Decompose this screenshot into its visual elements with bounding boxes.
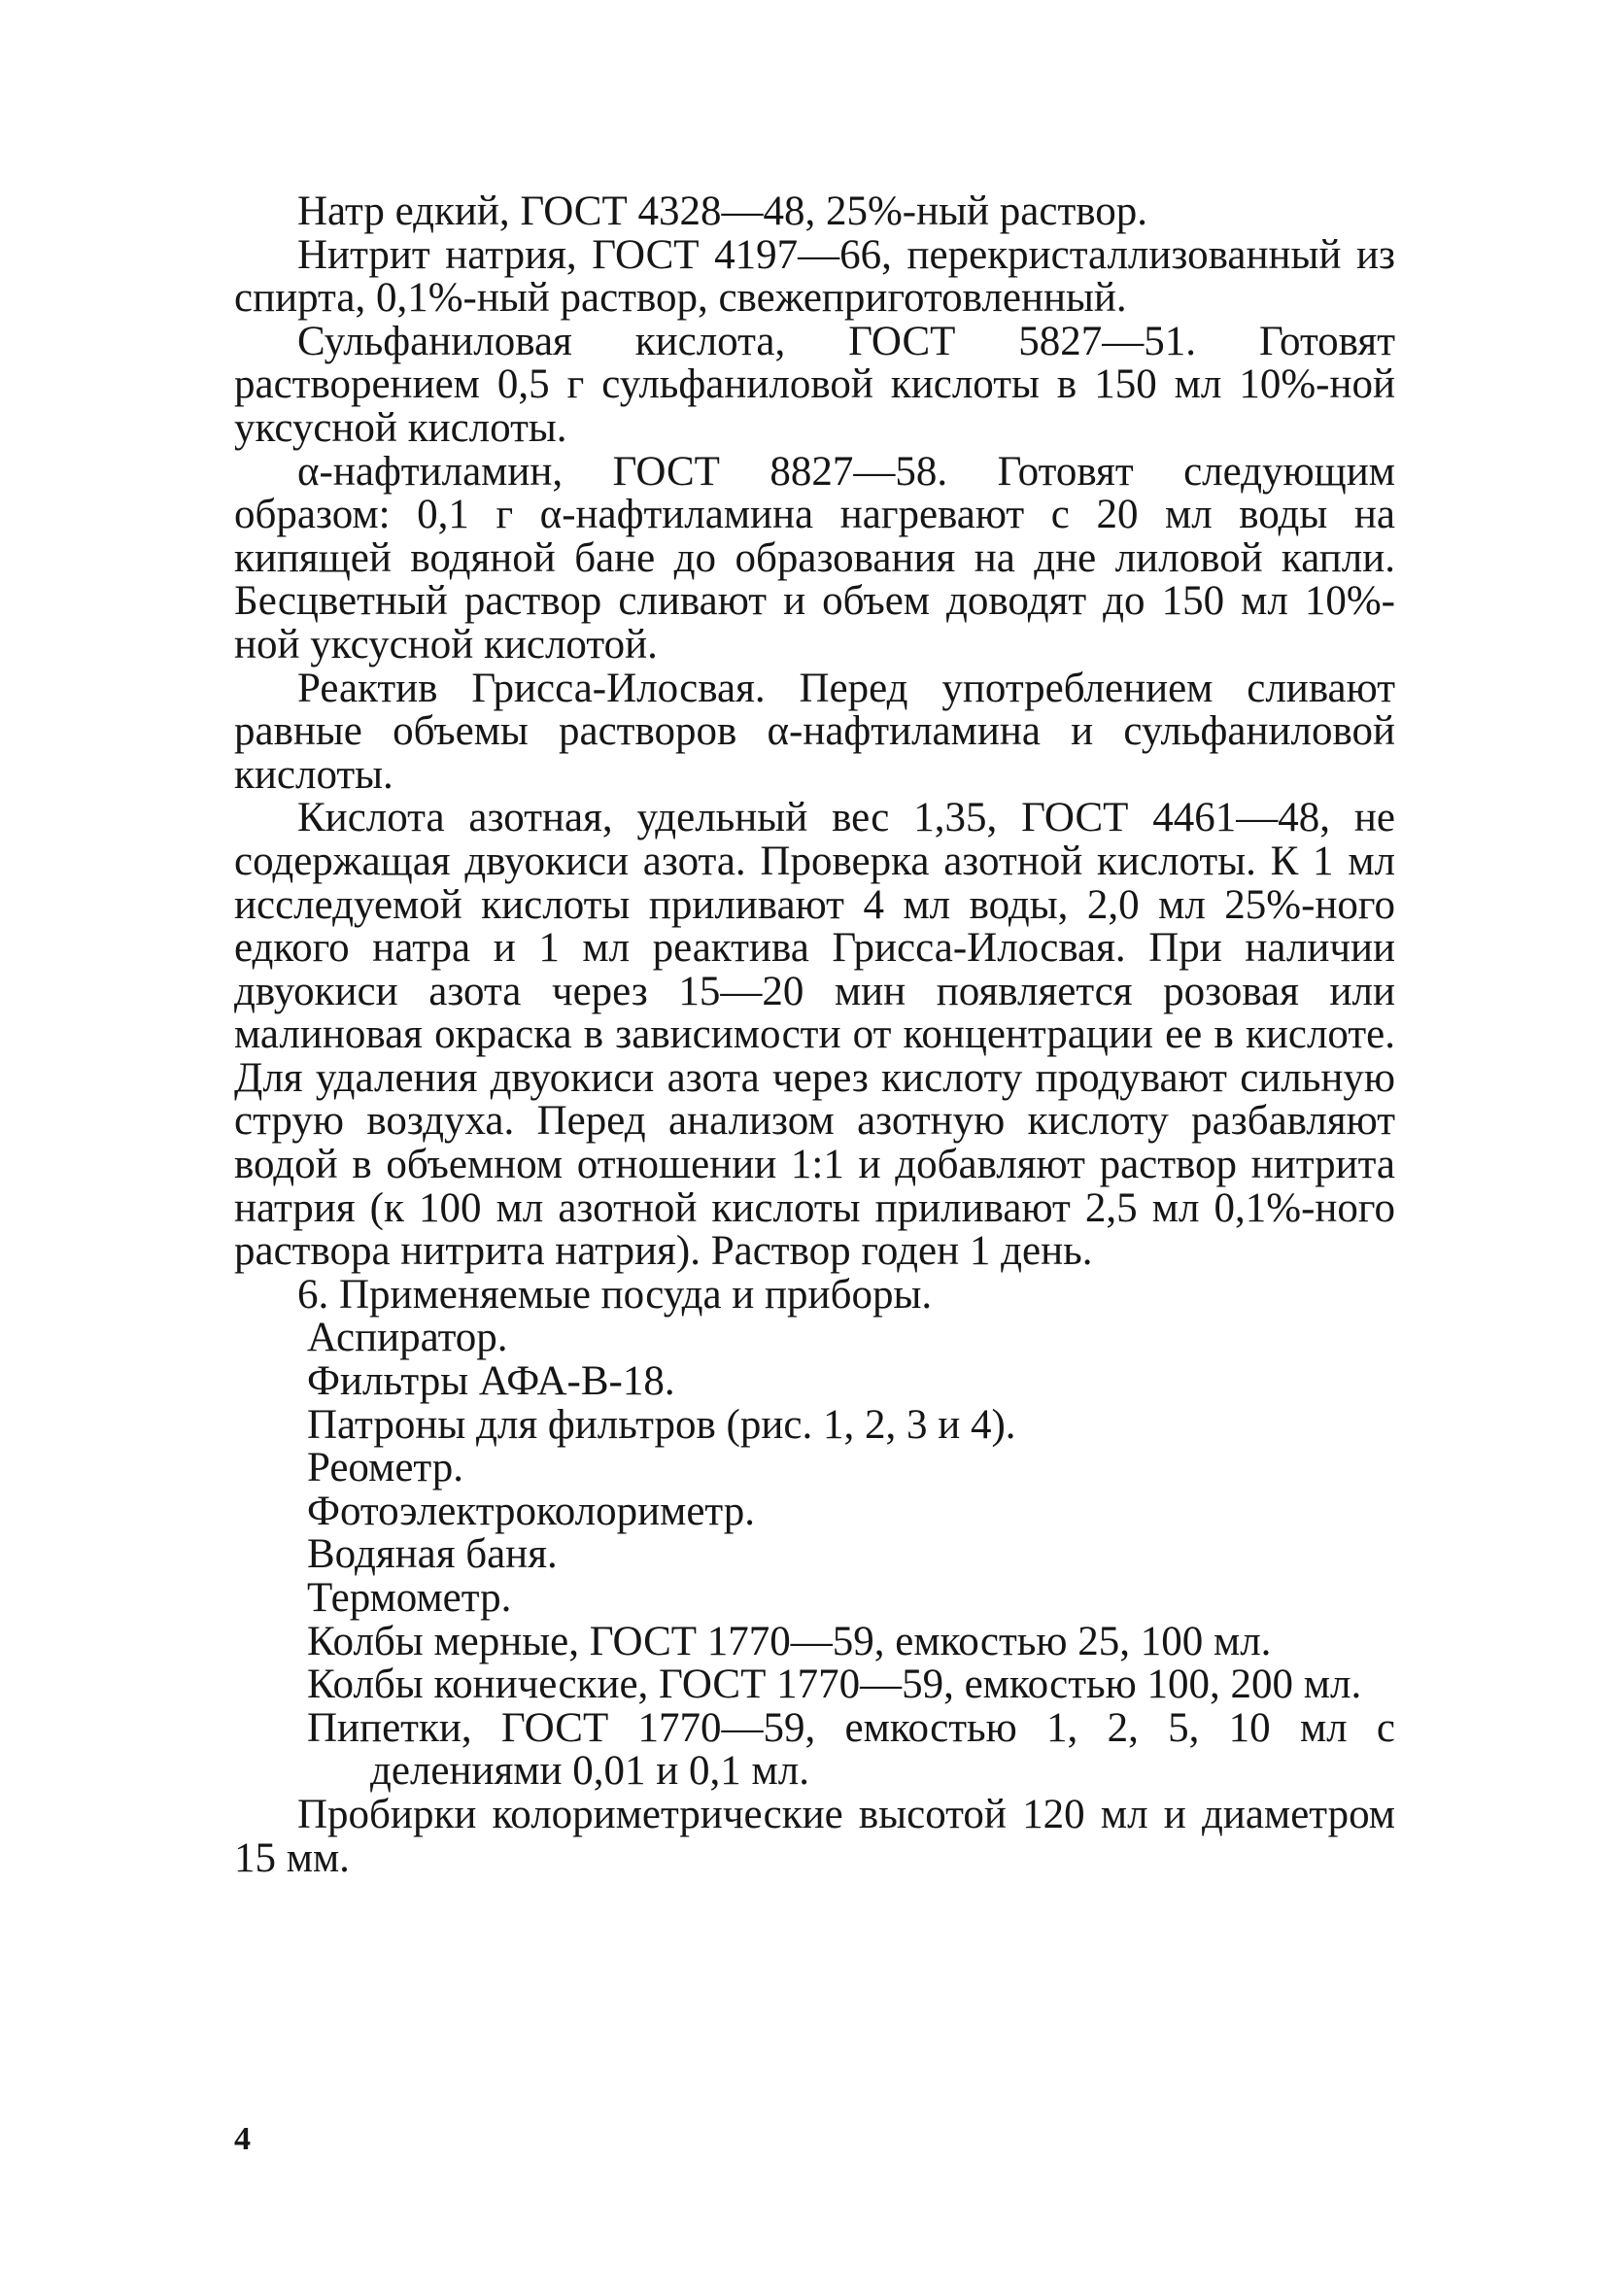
- list-item: Фильтры АФА-В-18.: [307, 1358, 675, 1405]
- equipment-list: [234, 1317, 1395, 1794]
- list-item: Реометр.: [307, 1445, 463, 1491]
- paragraph-sodium-hydroxide: Натр едкий, ГОСТ 4328—48, 25%-ный раствор.: [297, 188, 1147, 234]
- list-item: Колбы мерные, ГОСТ 1770—59, емкостью 25, 100 мл.: [307, 1618, 1272, 1664]
- list-item: Водяная баня.: [307, 1531, 558, 1578]
- section-heading: 6. Применяемые посуда и приборы.: [297, 1271, 933, 1318]
- paragraph-nitric-acid: Кислота азотная, удельный вес 1,35, ГОСТ 4461—48, не содержащая двуокиси азота. Проверка азотной кислоты. К 1 мл исследуемой кислоты приливают 4 мл воды, 2,0 мл 25%-ного едкого натра и 1 мл реактива Грисса-Илосвая. При наличии двуокиси азота через 15—20 мин появляется розовая или малиновая окраска в зависимости от концентрации ее в кислоте. Для удаления двуокиси азота через кислоту продувают сильную струю воздуха. Перед анализом азотную кислоту разбавляют водой в объемном отношении 1:1 и добавляют раствор нитрита натрия (к 100 мл азотной кислоты приливают 2,5 мл 0,1%-ного раствора нитрита натрия). Раствор годен 1 день.: [234, 795, 1395, 1275]
- list-item: Фотоэлектроколориметр.: [307, 1488, 755, 1534]
- list-item: Пипетки, ГОСТ 1770—59, емкостью 1, 2, 5, 10 мл с делениями 0,01 и 0,1 мл.: [307, 1704, 1395, 1795]
- list-item: Аспиратор.: [307, 1315, 508, 1361]
- paragraph-sulfanilic-acid: Сульфаниловая кислота, ГОСТ 5827—51. Готовят растворением 0,5 г сульфаниловой кислоты в 150 мл 10%-ной уксусной кислоты.: [234, 318, 1395, 451]
- paragraph-test-tubes: Пробирки колориметрические высотой 120 мл и диаметром 15 мм.: [234, 1791, 1395, 1881]
- page-body: [234, 190, 1395, 1880]
- list-item: Термометр.: [307, 1575, 512, 1621]
- paragraph-griess-reagent: Реактив Грисса-Илосвая. Перед употреблением сливают равные объемы растворов α-нафтиламина и сульфаниловой кислоты.: [234, 665, 1395, 798]
- paragraph-naphthylamine: α-нафтиламин, ГОСТ 8827—58. Готовят следующим образом: 0,1 г α-нафтиламина нагревают с 20 мл воды на кипящей водяной бане до образования на дне лиловой капли. Бесцветный раствор сливают и объем доводят до 150 мл 10%-ной уксусной кислотой.: [234, 448, 1395, 668]
- list-item: Патроны для фильтров (рис. 1, 2, 3 и 4).: [307, 1401, 1016, 1448]
- list-item: Колбы конические, ГОСТ 1770—59, емкостью 100, 200 мл.: [307, 1662, 1362, 1708]
- paragraph-sodium-nitrite: Нитрит натрия, ГОСТ 4197—66, перекристаллизованный из спирта, 0,1%-ный раствор, свежеприготовленный.: [234, 231, 1395, 322]
- page-number: 4: [234, 2121, 251, 2157]
